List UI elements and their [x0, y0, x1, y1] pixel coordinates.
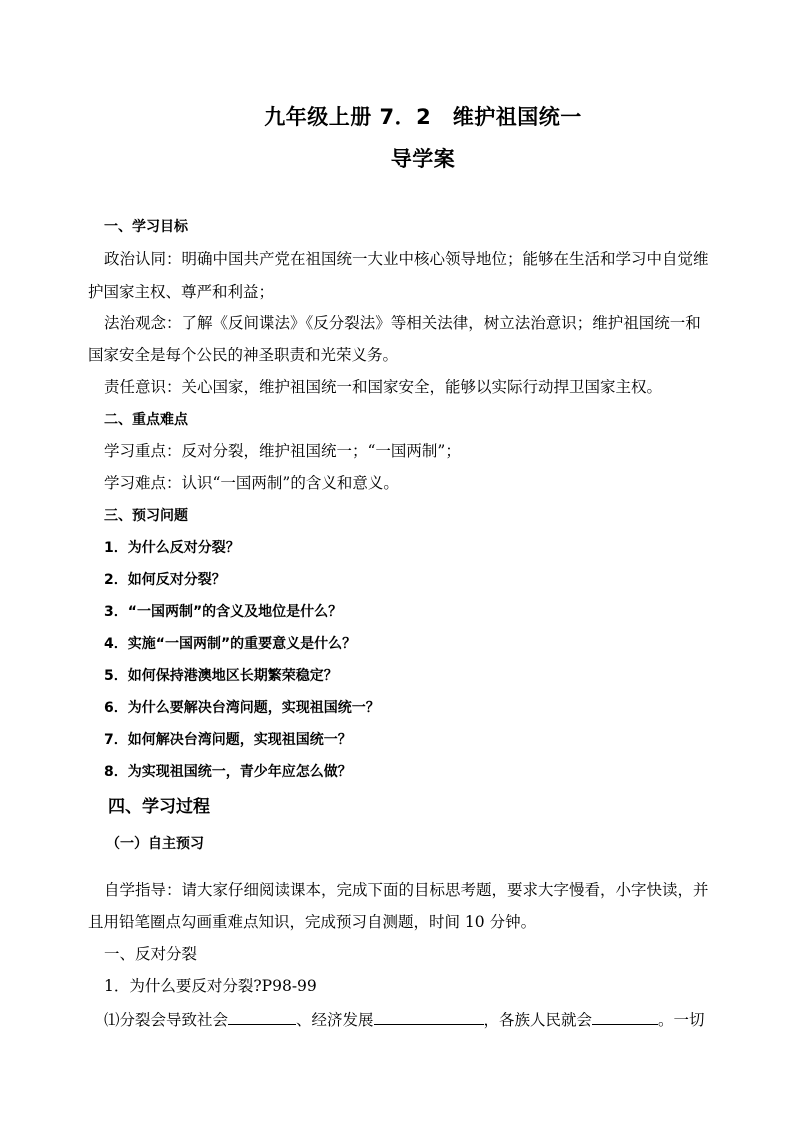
section-heading-learning-goals: 一、学习目标 — [104, 219, 188, 235]
difficulty-point: 学习难点：认识“一国两制”的含义和意义。 — [104, 474, 399, 492]
preview-question: 4．实施“一国两制”的重要意义是什么？ — [104, 636, 357, 652]
goal-law-line1: 法治观念：了解《反间谍法》《反分裂法》等相关法律，树立法治意识；维护祖国统一和 — [104, 314, 701, 332]
section-heading-key-points: 二、重点难点 — [104, 412, 188, 428]
fill-text-segment: ⑴分裂会导致社会 — [104, 1011, 229, 1029]
answer-blank[interactable] — [592, 1008, 658, 1025]
preview-question: 1．为什么反对分裂？ — [104, 540, 240, 556]
subsection-self-preview: （一）自主预习 — [106, 836, 204, 852]
section-heading-preview-questions: 三、预习问题 — [104, 508, 188, 524]
preview-question: 8．为实现祖国统一，青少年应怎么做？ — [104, 764, 352, 780]
goal-political-line1: 政治认同：明确中国共产党在祖国统一大业中核心领导地位；能够在生活和学习中自觉维 — [104, 250, 709, 268]
goal-political-line2: 护国家主权、尊严和利益； — [88, 283, 275, 301]
key-point: 学习重点：反对分裂，维护祖国统一；“一国两制”； — [104, 442, 461, 460]
preview-question: 7．如何解决台湾问题，实现祖国统一？ — [104, 732, 352, 748]
fill-text-segment: ，各族人民就会 — [483, 1011, 593, 1029]
preview-question: 2．如何反对分裂？ — [104, 572, 226, 588]
guide-line2: 且用铅笔圈点勾画重难点知识，完成预习自测题，时间 10 分钟。 — [88, 913, 537, 931]
document-title: 九年级上册 7．2 维护祖国统一 — [264, 105, 582, 129]
part-heading-oppose-split: 一、反对分裂 — [104, 945, 198, 963]
goal-law-line2: 国家安全是每个公民的神圣职责和光荣义务。 — [88, 346, 399, 364]
answer-blank[interactable] — [228, 1008, 296, 1025]
fill-in-blank-line — [104, 1008, 705, 1030]
document-subtitle: 导学案 — [390, 147, 456, 171]
section-heading-learning-process: 四、学习过程 — [108, 797, 210, 817]
preview-question: 6．为什么要解决台湾问题，实现祖国统一？ — [104, 700, 380, 716]
question-why-oppose-split: 1．为什么要反对分裂?P98-99 — [104, 977, 317, 995]
goal-responsibility: 责任意识：关心国家，维护祖国统一和国家安全，能够以实际行动捍卫国家主权。 — [104, 378, 663, 396]
fill-text-segment: 。一切 — [658, 1011, 705, 1029]
fill-text-segment: 、经济发展 — [296, 1011, 374, 1029]
preview-question: 3．“一国两制”的含义及地位是什么？ — [104, 604, 343, 620]
answer-blank[interactable] — [374, 1008, 484, 1025]
guide-line1: 自学指导：请大家仔细阅读课本，完成下面的目标思考题，要求大字慢看，小字快读，并 — [104, 881, 709, 899]
preview-question: 5．如何保持港澳地区长期繁荣稳定？ — [104, 668, 338, 684]
